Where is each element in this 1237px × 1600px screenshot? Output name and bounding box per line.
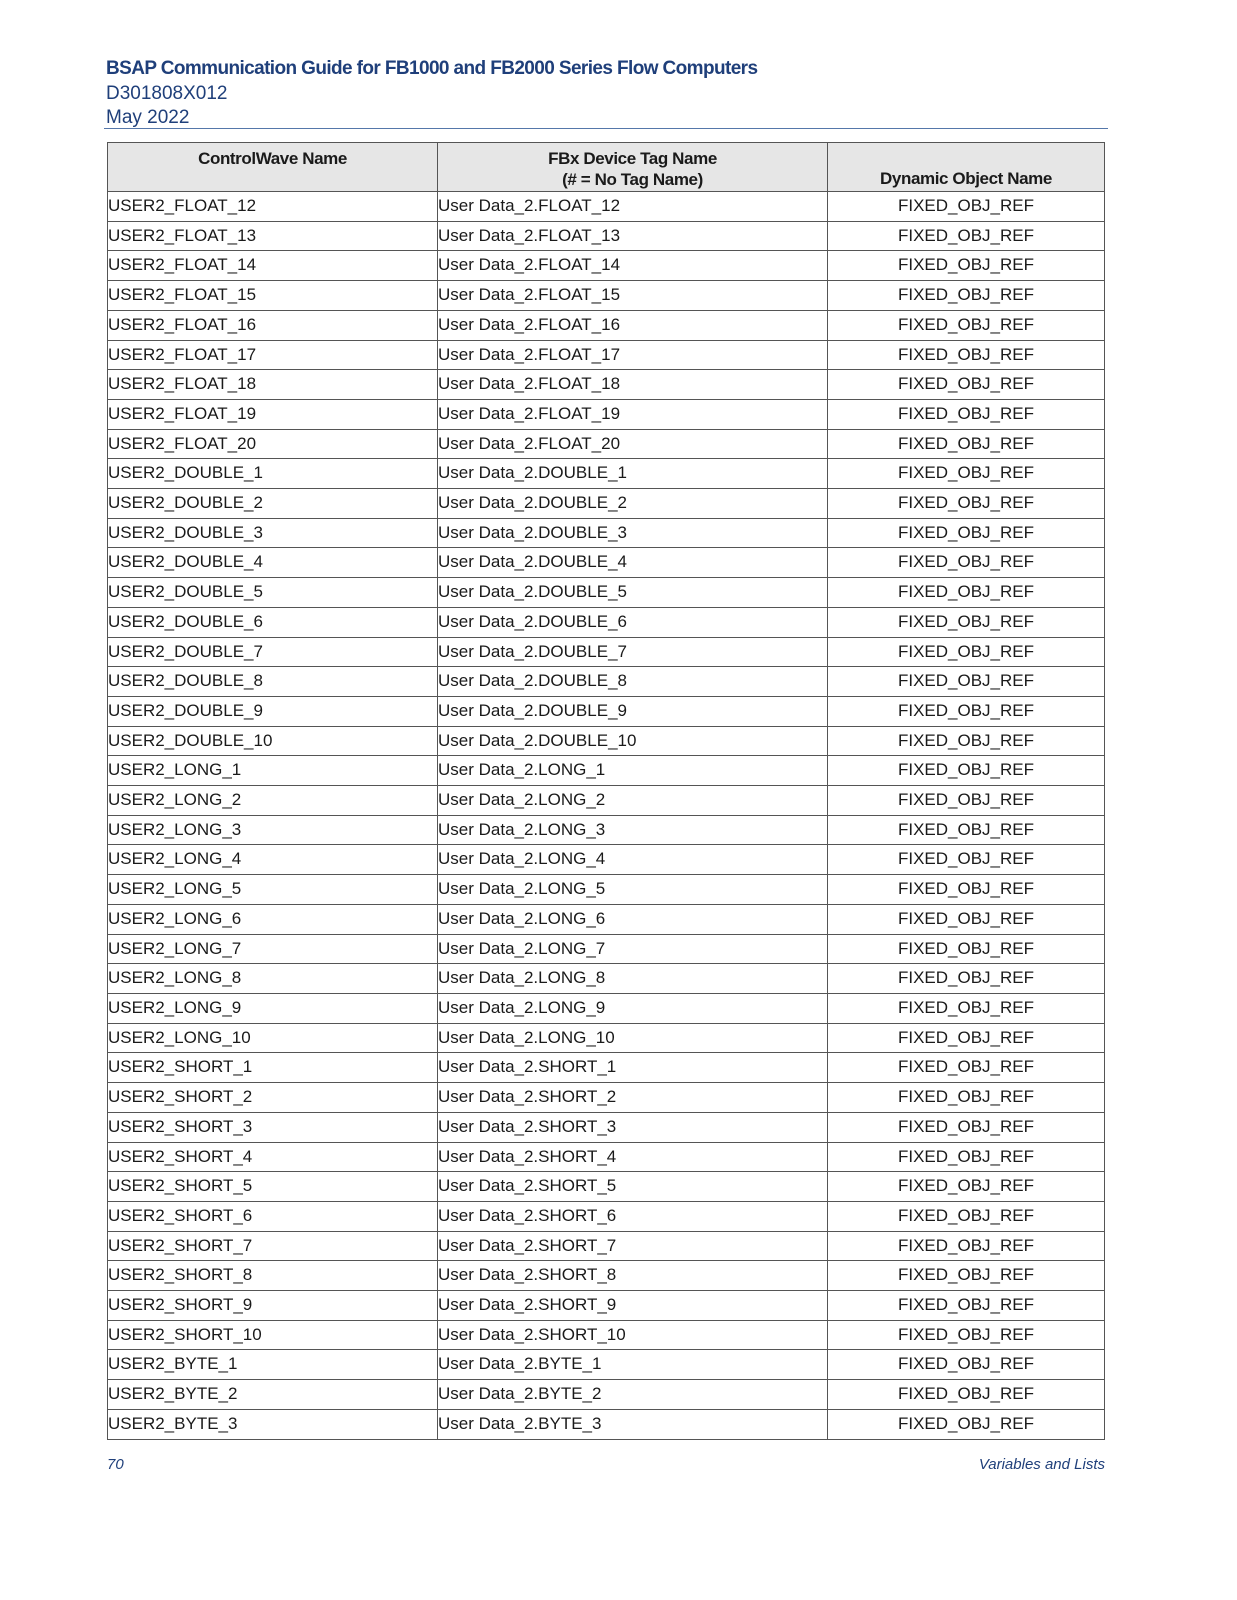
cell-dynamic-object-name: FIXED_OBJ_REF	[828, 1231, 1105, 1261]
table-row	[108, 251, 1105, 281]
cell-fbx-device-tag-name: User Data_2.BYTE_1	[438, 1350, 828, 1380]
table-row	[108, 815, 1105, 845]
cell-controlwave-name: USER2_BYTE_2	[108, 1380, 438, 1410]
page-number: 70	[107, 1456, 124, 1473]
cell-controlwave-name: USER2_LONG_4	[108, 845, 438, 875]
cell-fbx-device-tag-name: User Data_2.FLOAT_18	[438, 370, 828, 400]
cell-controlwave-name: USER2_LONG_9	[108, 993, 438, 1023]
cell-dynamic-object-name: FIXED_OBJ_REF	[828, 726, 1105, 756]
cell-fbx-device-tag-name: User Data_2.SHORT_10	[438, 1320, 828, 1350]
cell-fbx-device-tag-name: User Data_2.LONG_8	[438, 964, 828, 994]
cell-controlwave-name: USER2_FLOAT_20	[108, 429, 438, 459]
cell-dynamic-object-name: FIXED_OBJ_REF	[828, 578, 1105, 608]
cell-fbx-device-tag-name: User Data_2.BYTE_3	[438, 1409, 828, 1439]
cell-dynamic-object-name: FIXED_OBJ_REF	[828, 875, 1105, 905]
cell-dynamic-object-name: FIXED_OBJ_REF	[828, 904, 1105, 934]
cell-dynamic-object-name: FIXED_OBJ_REF	[828, 251, 1105, 281]
cell-fbx-device-tag-name: User Data_2.LONG_6	[438, 904, 828, 934]
cell-dynamic-object-name: FIXED_OBJ_REF	[828, 489, 1105, 519]
cell-controlwave-name: USER2_SHORT_6	[108, 1201, 438, 1231]
cell-fbx-device-tag-name: User Data_2.SHORT_4	[438, 1142, 828, 1172]
cell-controlwave-name: USER2_DOUBLE_7	[108, 637, 438, 667]
cell-controlwave-name: USER2_SHORT_2	[108, 1083, 438, 1113]
cell-dynamic-object-name: FIXED_OBJ_REF	[828, 429, 1105, 459]
cell-fbx-device-tag-name: User Data_2.LONG_9	[438, 993, 828, 1023]
cell-controlwave-name: USER2_FLOAT_16	[108, 310, 438, 340]
cell-dynamic-object-name: FIXED_OBJ_REF	[828, 1350, 1105, 1380]
table-row	[108, 578, 1105, 608]
table-row	[108, 518, 1105, 548]
table-row	[108, 607, 1105, 637]
table-row	[108, 370, 1105, 400]
cell-fbx-device-tag-name: User Data_2.FLOAT_17	[438, 340, 828, 370]
cell-fbx-device-tag-name: User Data_2.LONG_2	[438, 786, 828, 816]
page-header	[106, 56, 1108, 130]
cell-fbx-device-tag-name: User Data_2.SHORT_2	[438, 1083, 828, 1113]
table-row	[108, 1053, 1105, 1083]
cell-controlwave-name: USER2_DOUBLE_2	[108, 489, 438, 519]
cell-dynamic-object-name: FIXED_OBJ_REF	[828, 993, 1105, 1023]
table-header-row	[108, 143, 1105, 192]
cell-dynamic-object-name: FIXED_OBJ_REF	[828, 1023, 1105, 1053]
variables-table	[107, 142, 1105, 1440]
cell-fbx-device-tag-name: User Data_2.DOUBLE_3	[438, 518, 828, 548]
cell-fbx-device-tag-name: User Data_2.LONG_1	[438, 756, 828, 786]
cell-fbx-device-tag-name: User Data_2.LONG_5	[438, 875, 828, 905]
cell-fbx-device-tag-name: User Data_2.DOUBLE_4	[438, 548, 828, 578]
table-row	[108, 1380, 1105, 1410]
table-row	[108, 845, 1105, 875]
section-name: Variables and Lists	[978, 1456, 1105, 1473]
cell-dynamic-object-name: FIXED_OBJ_REF	[828, 1380, 1105, 1410]
cell-fbx-device-tag-name: User Data_2.SHORT_6	[438, 1201, 828, 1231]
cell-fbx-device-tag-name: User Data_2.SHORT_9	[438, 1291, 828, 1321]
table-row	[108, 696, 1105, 726]
table-row	[108, 904, 1105, 934]
cell-controlwave-name: USER2_LONG_10	[108, 1023, 438, 1053]
cell-controlwave-name: USER2_FLOAT_14	[108, 251, 438, 281]
cell-fbx-device-tag-name: User Data_2.DOUBLE_1	[438, 459, 828, 489]
table-row	[108, 1291, 1105, 1321]
table-row	[108, 192, 1105, 222]
cell-controlwave-name: USER2_SHORT_1	[108, 1053, 438, 1083]
cell-dynamic-object-name: FIXED_OBJ_REF	[828, 934, 1105, 964]
cell-fbx-device-tag-name: User Data_2.SHORT_5	[438, 1172, 828, 1202]
table-row	[108, 786, 1105, 816]
cell-fbx-device-tag-name: User Data_2.SHORT_3	[438, 1112, 828, 1142]
cell-controlwave-name: USER2_FLOAT_18	[108, 370, 438, 400]
document-number: D301808X012	[106, 83, 228, 104]
cell-fbx-device-tag-name: User Data_2.LONG_7	[438, 934, 828, 964]
cell-fbx-device-tag-name: User Data_2.DOUBLE_6	[438, 607, 828, 637]
cell-controlwave-name: USER2_FLOAT_17	[108, 340, 438, 370]
cell-controlwave-name: USER2_LONG_6	[108, 904, 438, 934]
column-header-controlwave-name: ControlWave Name	[108, 143, 438, 192]
cell-controlwave-name: USER2_LONG_2	[108, 786, 438, 816]
cell-controlwave-name: USER2_FLOAT_15	[108, 281, 438, 311]
cell-controlwave-name: USER2_FLOAT_13	[108, 221, 438, 251]
cell-fbx-device-tag-name: User Data_2.LONG_3	[438, 815, 828, 845]
cell-controlwave-name: USER2_FLOAT_19	[108, 399, 438, 429]
cell-dynamic-object-name: FIXED_OBJ_REF	[828, 548, 1105, 578]
table-row	[108, 1112, 1105, 1142]
cell-fbx-device-tag-name: User Data_2.FLOAT_14	[438, 251, 828, 281]
cell-fbx-device-tag-name: User Data_2.FLOAT_15	[438, 281, 828, 311]
cell-dynamic-object-name: FIXED_OBJ_REF	[828, 607, 1105, 637]
cell-controlwave-name: USER2_SHORT_9	[108, 1291, 438, 1321]
cell-controlwave-name: USER2_DOUBLE_3	[108, 518, 438, 548]
cell-dynamic-object-name: FIXED_OBJ_REF	[828, 964, 1105, 994]
table-row	[108, 281, 1105, 311]
cell-fbx-device-tag-name: User Data_2.LONG_10	[438, 1023, 828, 1053]
cell-controlwave-name: USER2_SHORT_5	[108, 1172, 438, 1202]
cell-controlwave-name: USER2_DOUBLE_8	[108, 667, 438, 697]
table-row	[108, 399, 1105, 429]
cell-dynamic-object-name: FIXED_OBJ_REF	[828, 281, 1105, 311]
cell-dynamic-object-name: FIXED_OBJ_REF	[828, 1142, 1105, 1172]
cell-fbx-device-tag-name: User Data_2.SHORT_7	[438, 1231, 828, 1261]
cell-fbx-device-tag-name: User Data_2.FLOAT_13	[438, 221, 828, 251]
table-row	[108, 1083, 1105, 1113]
cell-fbx-device-tag-name: User Data_2.LONG_4	[438, 845, 828, 875]
cell-controlwave-name: USER2_DOUBLE_5	[108, 578, 438, 608]
cell-dynamic-object-name: FIXED_OBJ_REF	[828, 192, 1105, 222]
cell-controlwave-name: USER2_DOUBLE_9	[108, 696, 438, 726]
cell-controlwave-name: USER2_DOUBLE_6	[108, 607, 438, 637]
column-header-fbx-line2: (# = No Tag Name)	[562, 170, 703, 189]
cell-dynamic-object-name: FIXED_OBJ_REF	[828, 310, 1105, 340]
cell-dynamic-object-name: FIXED_OBJ_REF	[828, 637, 1105, 667]
table-row	[108, 429, 1105, 459]
cell-controlwave-name: USER2_LONG_7	[108, 934, 438, 964]
cell-dynamic-object-name: FIXED_OBJ_REF	[828, 1112, 1105, 1142]
table-row	[108, 1261, 1105, 1291]
cell-controlwave-name: USER2_BYTE_1	[108, 1350, 438, 1380]
cell-fbx-device-tag-name: User Data_2.FLOAT_20	[438, 429, 828, 459]
cell-dynamic-object-name: FIXED_OBJ_REF	[828, 667, 1105, 697]
cell-controlwave-name: USER2_FLOAT_12	[108, 192, 438, 222]
cell-controlwave-name: USER2_SHORT_3	[108, 1112, 438, 1142]
cell-fbx-device-tag-name: User Data_2.DOUBLE_7	[438, 637, 828, 667]
table-row	[108, 1201, 1105, 1231]
cell-fbx-device-tag-name: User Data_2.BYTE_2	[438, 1380, 828, 1410]
cell-dynamic-object-name: FIXED_OBJ_REF	[828, 1291, 1105, 1321]
table-row	[108, 667, 1105, 697]
table-row	[108, 221, 1105, 251]
cell-fbx-device-tag-name: User Data_2.FLOAT_19	[438, 399, 828, 429]
table-row	[108, 1172, 1105, 1202]
cell-controlwave-name: USER2_SHORT_7	[108, 1231, 438, 1261]
cell-controlwave-name: USER2_DOUBLE_4	[108, 548, 438, 578]
cell-controlwave-name: USER2_DOUBLE_1	[108, 459, 438, 489]
cell-dynamic-object-name: FIXED_OBJ_REF	[828, 459, 1105, 489]
cell-dynamic-object-name: FIXED_OBJ_REF	[828, 1201, 1105, 1231]
cell-dynamic-object-name: FIXED_OBJ_REF	[828, 845, 1105, 875]
cell-fbx-device-tag-name: User Data_2.DOUBLE_2	[438, 489, 828, 519]
table-row	[108, 1350, 1105, 1380]
cell-dynamic-object-name: FIXED_OBJ_REF	[828, 1172, 1105, 1202]
cell-dynamic-object-name: FIXED_OBJ_REF	[828, 1320, 1105, 1350]
cell-dynamic-object-name: FIXED_OBJ_REF	[828, 370, 1105, 400]
cell-controlwave-name: USER2_LONG_8	[108, 964, 438, 994]
cell-fbx-device-tag-name: User Data_2.SHORT_8	[438, 1261, 828, 1291]
cell-controlwave-name: USER2_SHORT_8	[108, 1261, 438, 1291]
cell-fbx-device-tag-name: User Data_2.DOUBLE_5	[438, 578, 828, 608]
cell-dynamic-object-name: FIXED_OBJ_REF	[828, 1261, 1105, 1291]
table-row	[108, 340, 1105, 370]
cell-controlwave-name: USER2_DOUBLE_10	[108, 726, 438, 756]
table-row	[108, 964, 1105, 994]
table-row	[108, 310, 1105, 340]
table-row	[108, 1142, 1105, 1172]
cell-controlwave-name: USER2_SHORT_10	[108, 1320, 438, 1350]
table-row	[108, 637, 1105, 667]
cell-controlwave-name: USER2_SHORT_4	[108, 1142, 438, 1172]
cell-dynamic-object-name: FIXED_OBJ_REF	[828, 518, 1105, 548]
table-row	[108, 1231, 1105, 1261]
column-header-fbx-device-tag-name	[438, 143, 828, 192]
cell-dynamic-object-name: FIXED_OBJ_REF	[828, 340, 1105, 370]
table-row	[108, 875, 1105, 905]
document-date: May 2022	[106, 107, 190, 128]
table-row	[108, 934, 1105, 964]
cell-controlwave-name: USER2_LONG_5	[108, 875, 438, 905]
table-row	[108, 993, 1105, 1023]
table-row	[108, 1320, 1105, 1350]
cell-fbx-device-tag-name: User Data_2.DOUBLE_10	[438, 726, 828, 756]
cell-dynamic-object-name: FIXED_OBJ_REF	[828, 1083, 1105, 1113]
cell-dynamic-object-name: FIXED_OBJ_REF	[828, 756, 1105, 786]
header-divider	[104, 128, 1108, 129]
table-row	[108, 459, 1105, 489]
cell-dynamic-object-name: FIXED_OBJ_REF	[828, 1053, 1105, 1083]
column-header-fbx-line1: FBx Device Tag Name	[548, 149, 717, 168]
cell-dynamic-object-name: FIXED_OBJ_REF	[828, 1409, 1105, 1439]
document-title: BSAP Communication Guide for FB1000 and FB2000 Series Flow Computers	[106, 58, 758, 79]
cell-fbx-device-tag-name: User Data_2.DOUBLE_8	[438, 667, 828, 697]
cell-controlwave-name: USER2_LONG_1	[108, 756, 438, 786]
table-row	[108, 1409, 1105, 1439]
cell-dynamic-object-name: FIXED_OBJ_REF	[828, 815, 1105, 845]
cell-fbx-device-tag-name: User Data_2.DOUBLE_9	[438, 696, 828, 726]
table-row	[108, 1023, 1105, 1053]
cell-fbx-device-tag-name: User Data_2.SHORT_1	[438, 1053, 828, 1083]
cell-controlwave-name: USER2_LONG_3	[108, 815, 438, 845]
cell-dynamic-object-name: FIXED_OBJ_REF	[828, 399, 1105, 429]
cell-dynamic-object-name: FIXED_OBJ_REF	[828, 696, 1105, 726]
table-row	[108, 756, 1105, 786]
table-row	[108, 548, 1105, 578]
cell-controlwave-name: USER2_BYTE_3	[108, 1409, 438, 1439]
column-header-dynamic-object-name: Dynamic Object Name	[828, 143, 1105, 192]
table-row	[108, 489, 1105, 519]
cell-dynamic-object-name: FIXED_OBJ_REF	[828, 221, 1105, 251]
table-row	[108, 726, 1105, 756]
cell-dynamic-object-name: FIXED_OBJ_REF	[828, 786, 1105, 816]
cell-fbx-device-tag-name: User Data_2.FLOAT_12	[438, 192, 828, 222]
cell-fbx-device-tag-name: User Data_2.FLOAT_16	[438, 310, 828, 340]
table-body	[108, 192, 1105, 1440]
